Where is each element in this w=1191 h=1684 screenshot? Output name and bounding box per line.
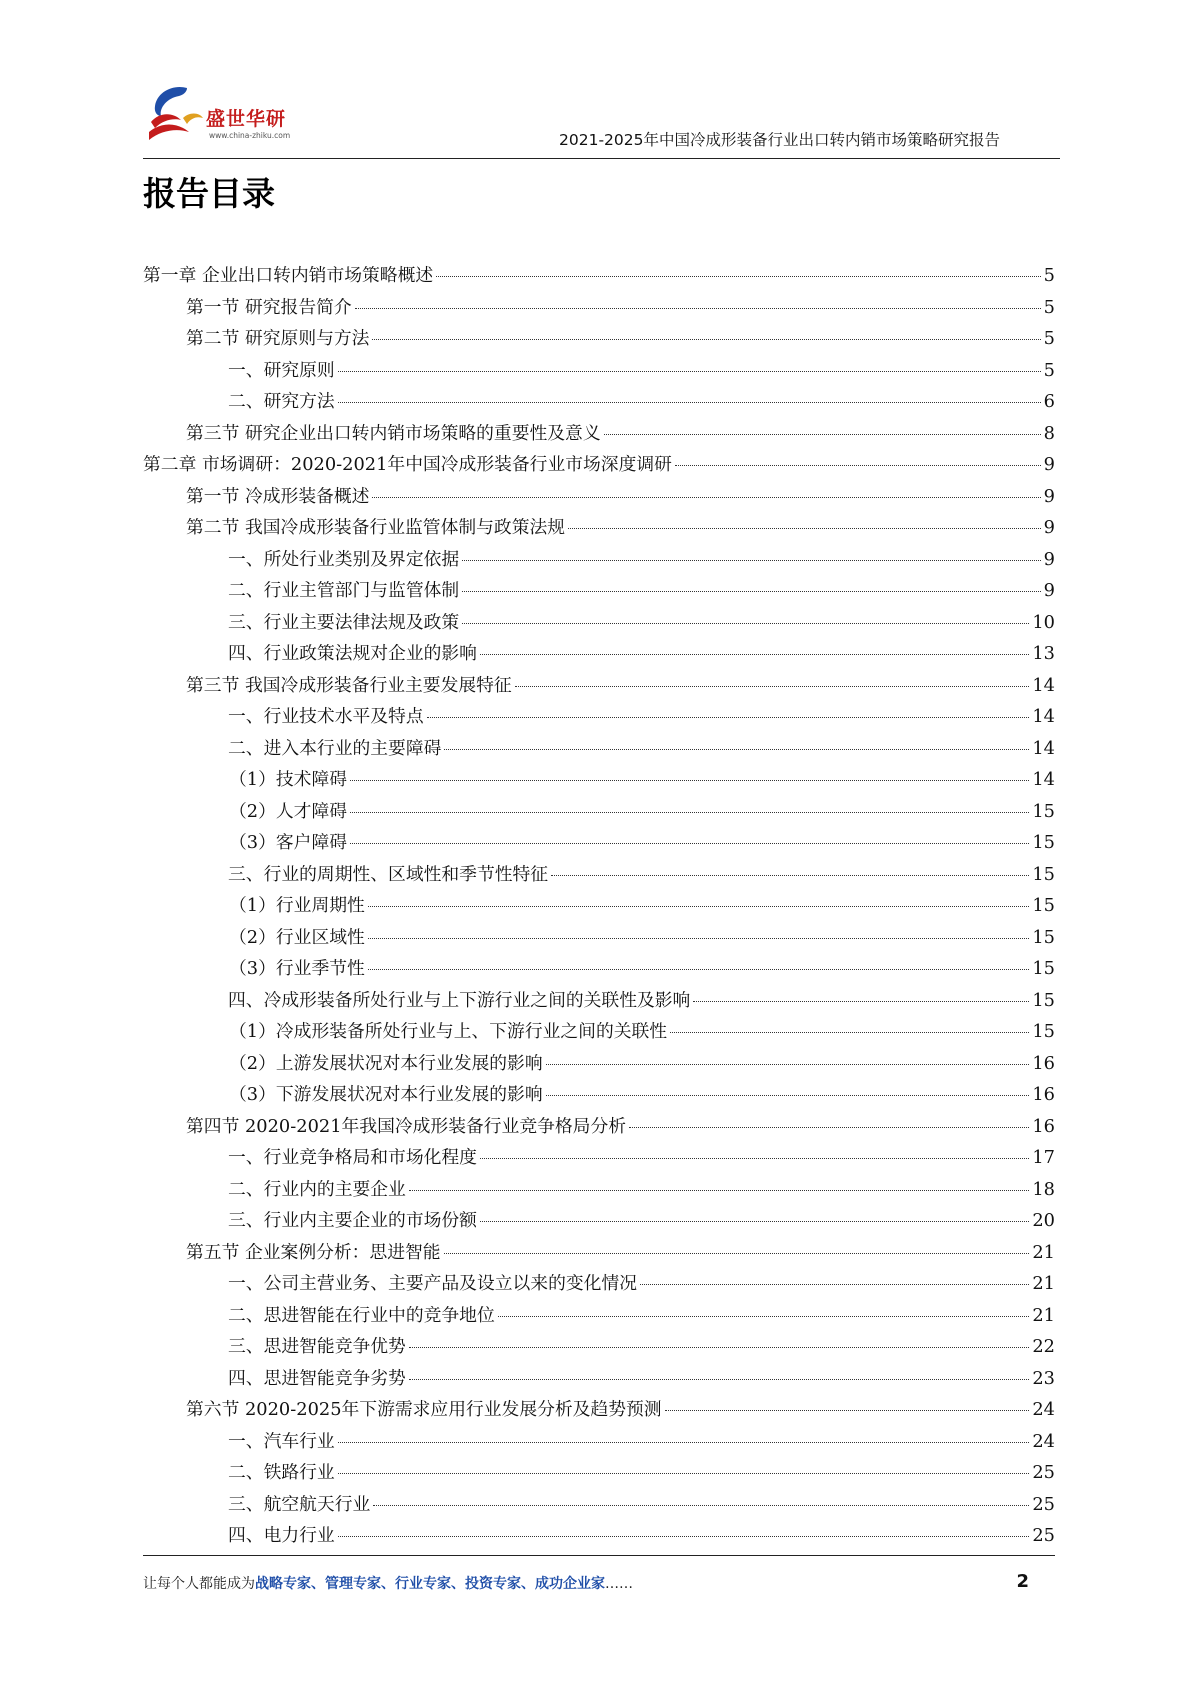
toc-entry-page: 17	[1032, 1147, 1055, 1168]
toc-entry-page: 21	[1032, 1273, 1055, 1294]
toc-entry-page: 25	[1032, 1525, 1055, 1546]
toc-entry-page: 5	[1043, 328, 1055, 349]
toc-entry-page: 15	[1032, 989, 1055, 1011]
toc-entry-page: 20	[1032, 1210, 1055, 1231]
toc-entry[interactable]	[143, 1113, 1055, 1145]
toc-entry-label: 第一节 研究报告简介	[186, 296, 352, 318]
toc-entry-page: 14	[1032, 674, 1055, 696]
toc-entry[interactable]	[143, 294, 1055, 326]
toc-entry-page: 8	[1043, 422, 1055, 444]
toc-leader-dots	[444, 1253, 1030, 1254]
toc-entry-page: 15	[1032, 1021, 1055, 1042]
toc-leader-dots	[355, 308, 1041, 309]
toc-entry-page: 5	[1043, 265, 1055, 286]
toc-leader-dots	[693, 1001, 1029, 1002]
toc-entry[interactable]	[143, 609, 1055, 641]
toc-entry[interactable]	[143, 546, 1055, 578]
toc-entry-page: 15	[1032, 800, 1055, 822]
toc-leader-dots	[372, 497, 1040, 498]
toc-entry-label: 第一节 冷成形装备概述	[186, 485, 370, 507]
toc-entry[interactable]	[143, 924, 1055, 956]
toc-entry-page: 5	[1043, 296, 1055, 318]
footer-slogan-suffix: ……	[605, 1576, 633, 1592]
toc-entry[interactable]	[143, 420, 1055, 452]
toc-entry-page: 9	[1043, 485, 1055, 507]
toc-entry-page: 25	[1032, 1493, 1055, 1515]
toc-entry-label: 四、电力行业	[228, 1525, 335, 1546]
toc-leader-dots	[670, 1032, 1029, 1033]
toc-entry-page: 13	[1032, 643, 1055, 664]
toc-entry-page: 15	[1032, 863, 1055, 885]
toc-entry-label: 第二节 研究原则与方法	[186, 328, 370, 349]
toc-leader-dots	[640, 1284, 1029, 1285]
toc-entry-label: 二、铁路行业	[228, 1462, 335, 1483]
toc-entry[interactable]	[143, 1365, 1055, 1397]
toc-entry-page: 9	[1043, 548, 1055, 570]
toc-entry-page: 5	[1043, 359, 1055, 381]
toc-entry-label: 第六节 2020-2025年下游需求应用行业发展分析及趋势预测	[186, 1399, 662, 1420]
toc-entry-label: 二、行业主管部门与监管体制	[228, 580, 460, 601]
toc-leader-dots	[462, 591, 1041, 592]
toc-leader-dots	[350, 812, 1029, 813]
toc-leader-dots	[480, 654, 1029, 655]
toc-entry[interactable]	[143, 703, 1055, 735]
toc-leader-dots	[338, 402, 1041, 403]
toc-leader-dots	[368, 938, 1030, 939]
toc-entry-page: 14	[1032, 737, 1055, 759]
toc-leader-dots	[675, 465, 1041, 466]
toc-leader-dots	[372, 339, 1040, 340]
toc-entry[interactable]	[143, 1302, 1055, 1334]
toc-entry-page: 9	[1043, 454, 1055, 475]
toc-entry-page: 6	[1043, 391, 1055, 412]
toc-entry[interactable]	[143, 798, 1055, 830]
toc-entry[interactable]	[143, 861, 1055, 893]
toc-entry-page: 21	[1032, 1241, 1055, 1263]
logo-url: www.china-zhiku.com	[209, 131, 291, 140]
toc-entry-page: 16	[1032, 1084, 1055, 1105]
toc-entry[interactable]	[143, 1239, 1055, 1271]
toc-entry-page: 9	[1043, 517, 1055, 538]
toc-entry[interactable]	[143, 1491, 1055, 1523]
toc-entry-label: 第二节 我国冷成形装备行业监管体制与政策法规	[186, 517, 566, 538]
toc-entry[interactable]	[143, 1018, 1055, 1050]
toc-leader-dots	[436, 276, 1041, 277]
toc-entry[interactable]	[143, 1144, 1055, 1176]
toc-entry-label: 第一章 企业出口转内销市场策略概述	[143, 265, 434, 286]
toc-leader-dots	[338, 1536, 1030, 1537]
toc-leader-dots	[604, 434, 1041, 435]
toc-entry-label: 二、行业内的主要企业	[228, 1178, 406, 1200]
toc-entry-label: （2）上游发展状况对本行业发展的影响	[229, 1052, 543, 1074]
toc-entry[interactable]	[143, 1522, 1055, 1554]
toc-leader-dots	[480, 1221, 1029, 1222]
toc-entry[interactable]	[143, 955, 1055, 987]
company-logo	[143, 82, 323, 150]
toc-entry-label: （1）行业周期性	[229, 895, 365, 916]
toc-entry[interactable]	[143, 987, 1055, 1019]
toc-entry-page: 24	[1032, 1430, 1055, 1452]
toc-entry[interactable]	[143, 892, 1055, 924]
toc-entry-label: 一、公司主营业务、主要产品及设立以来的变化情况	[228, 1273, 637, 1294]
toc-entry-page: 16	[1032, 1115, 1055, 1137]
toc-entry-label: （2）人才障碍	[229, 800, 348, 822]
toc-entry-page: 14	[1032, 706, 1055, 727]
toc-entry-label: （1）冷成形装备所处行业与上、下游行业之间的关联性	[229, 1021, 668, 1042]
toc-entry[interactable]	[143, 1081, 1055, 1113]
page-footer	[143, 1555, 1055, 1592]
toc-entry-page: 21	[1032, 1304, 1055, 1326]
page-number: 2	[1016, 1571, 1029, 1592]
toc-entry-page: 15	[1032, 926, 1055, 948]
toc-entry-label: 二、进入本行业的主要障碍	[228, 737, 442, 759]
footer-slogan-highlight: 战略专家、管理专家、行业专家、投资专家、成功企业家	[255, 1576, 605, 1592]
toc-entry[interactable]	[143, 1270, 1055, 1302]
toc-leader-dots	[409, 1347, 1030, 1348]
toc-entry-label: 一、汽车行业	[228, 1430, 335, 1452]
toc-entry[interactable]	[143, 1459, 1055, 1491]
toc-entry-label: 一、研究原则	[228, 359, 335, 381]
toc-entry-page: 25	[1032, 1462, 1055, 1483]
table-of-contents	[143, 262, 1055, 1554]
toc-entry-label: 一、行业竞争格局和市场化程度	[228, 1147, 477, 1168]
toc-entry-page: 18	[1032, 1178, 1055, 1200]
toc-entry-label: （3）行业季节性	[229, 958, 365, 979]
toc-entry[interactable]	[143, 325, 1055, 357]
toc-leader-dots	[480, 1158, 1029, 1159]
toc-leader-dots	[373, 1505, 1029, 1506]
logo-text: 盛世华研	[206, 108, 287, 130]
toc-leader-dots	[444, 749, 1029, 750]
toc-entry-page: 23	[1032, 1367, 1055, 1389]
toc-entry-label: 第三节 我国冷成形装备行业主要发展特征	[186, 674, 512, 696]
toc-leader-dots	[498, 1316, 1030, 1317]
toc-leader-dots	[409, 1190, 1030, 1191]
toc-entry-page: 22	[1032, 1336, 1055, 1357]
report-title: 2021-2025年中国冷成形装备行业出口转内销市场策略研究报告	[559, 131, 1000, 149]
toc-entry-label: 三、思进智能竞争优势	[228, 1336, 406, 1357]
toc-entry-label: 四、冷成形装备所处行业与上下游行业之间的关联性及影响	[228, 989, 691, 1011]
toc-entry[interactable]	[143, 357, 1055, 389]
toc-leader-dots	[338, 1442, 1030, 1443]
toc-leader-dots	[551, 875, 1029, 876]
toc-entry-label: 三、行业的周期性、区域性和季节性特征	[228, 863, 549, 885]
toc-leader-dots	[665, 1410, 1030, 1411]
toc-leader-dots	[338, 371, 1041, 372]
toc-entry-label: 三、行业内主要企业的市场份额	[228, 1210, 477, 1231]
toc-leader-dots	[368, 969, 1030, 970]
toc-leader-dots	[350, 843, 1029, 844]
toc-entry[interactable]	[143, 262, 1055, 294]
toc-entry[interactable]	[143, 766, 1055, 798]
toc-entry-page: 24	[1032, 1399, 1055, 1420]
toc-entry[interactable]	[143, 451, 1055, 483]
toc-leader-dots	[462, 560, 1041, 561]
toc-leader-dots	[629, 1127, 1029, 1128]
toc-entry[interactable]	[143, 1207, 1055, 1239]
toc-entry-label: 一、所处行业类别及界定依据	[228, 548, 460, 570]
toc-entry-label: 二、思进智能在行业中的竞争地位	[228, 1304, 495, 1326]
toc-entry-page: 16	[1032, 1052, 1055, 1074]
toc-entry[interactable]	[143, 1396, 1055, 1428]
toc-entry-label: 第五节 企业案例分析：思进智能	[186, 1241, 441, 1263]
toc-entry-label: 第三节 研究企业出口转内销市场策略的重要性及意义	[186, 422, 601, 444]
toc-entry-page: 15	[1032, 958, 1055, 979]
toc-leader-dots	[350, 780, 1029, 781]
toc-entry-label: 第二章 市场调研：2020-2021年中国冷成形装备行业市场深度调研	[143, 454, 672, 475]
toc-entry-label: 四、行业政策法规对企业的影响	[228, 643, 477, 664]
toc-entry[interactable]	[143, 672, 1055, 704]
toc-leader-dots	[368, 906, 1030, 907]
toc-entry[interactable]	[143, 1176, 1055, 1208]
toc-leader-dots	[427, 717, 1030, 718]
toc-entry-page: 14	[1032, 769, 1055, 790]
toc-entry-label: （1）技术障碍	[229, 769, 348, 790]
toc-leader-dots	[568, 528, 1041, 529]
toc-entry[interactable]	[143, 1333, 1055, 1365]
toc-entry-page: 9	[1043, 580, 1055, 601]
footer-slogan	[143, 1573, 633, 1593]
toc-entry-label: 二、研究方法	[228, 391, 335, 412]
toc-entry-page: 15	[1032, 832, 1055, 853]
page-title: 报告目录	[143, 174, 275, 213]
toc-entry-label: （2）行业区域性	[229, 926, 365, 948]
toc-entry-label: （3）客户障碍	[229, 832, 348, 853]
toc-entry-label: 一、行业技术水平及特点	[228, 706, 424, 727]
toc-entry[interactable]	[143, 577, 1055, 609]
toc-entry-label: 四、思进智能竞争劣势	[228, 1367, 406, 1389]
toc-entry-page: 10	[1032, 611, 1055, 633]
toc-leader-dots	[409, 1379, 1030, 1380]
toc-entry[interactable]	[143, 829, 1055, 861]
toc-entry-label: 第四节 2020-2021年我国冷成形装备行业竞争格局分析	[186, 1115, 627, 1137]
toc-entry[interactable]	[143, 388, 1055, 420]
toc-leader-dots	[515, 686, 1030, 687]
toc-leader-dots	[546, 1095, 1030, 1096]
toc-entry[interactable]	[143, 735, 1055, 767]
toc-entry[interactable]	[143, 1428, 1055, 1460]
toc-entry[interactable]	[143, 1050, 1055, 1082]
toc-entry[interactable]	[143, 483, 1055, 515]
toc-leader-dots	[546, 1064, 1030, 1065]
toc-entry-label: （3）下游发展状况对本行业发展的影响	[229, 1084, 543, 1105]
page-header	[143, 82, 1060, 159]
toc-entry-page: 15	[1032, 895, 1055, 916]
toc-entry[interactable]	[143, 640, 1055, 672]
toc-entry[interactable]	[143, 514, 1055, 546]
toc-leader-dots	[338, 1473, 1030, 1474]
toc-entry-label: 三、航空航天行业	[228, 1493, 371, 1515]
toc-entry-label: 三、行业主要法律法规及政策	[228, 611, 460, 633]
logo-emblem-icon	[143, 82, 207, 148]
toc-leader-dots	[462, 623, 1029, 624]
footer-slogan-prefix: 让每个人都能成为	[143, 1576, 255, 1592]
